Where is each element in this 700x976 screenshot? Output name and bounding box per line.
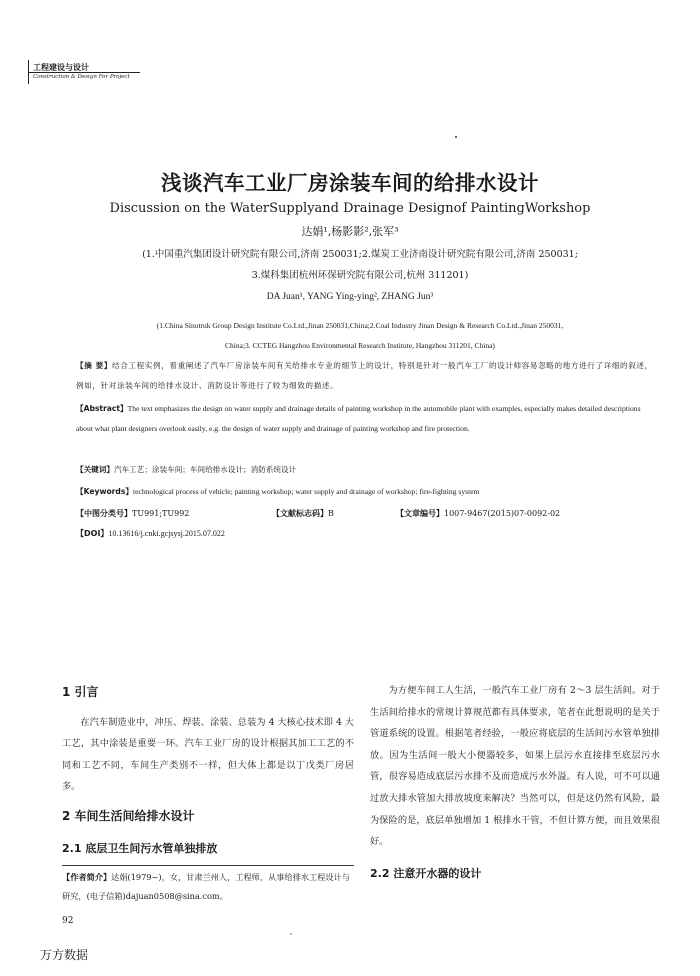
right-column bbox=[370, 680, 660, 890]
left-column bbox=[62, 682, 354, 906]
keywords-zh-text: 汽车工艺；涂装车间；车间给排水设计；消防系统设计 bbox=[113, 465, 297, 474]
keywords-en-text: technological process of vehicle; painting workshop; water supply and drainage of workshop; fire-fighting system bbox=[132, 487, 480, 496]
section-heading-living-quarters: 2 车间生活间给排水设计 bbox=[62, 808, 195, 823]
paper-title-zh: 浅谈汽车工业厂房涂装车间的给排水设计 bbox=[161, 171, 539, 195]
doi-label: 【DOI】 bbox=[76, 529, 109, 538]
doc-value: B bbox=[328, 509, 334, 518]
affiliation-en-line-1: (1.China Sinotruk Group Design Institute Co.Ltd.,Jinan 250031,China;2.Coal Industry Jinan Design & Research Co.Ltd.,Jinan 250031, bbox=[156, 321, 564, 330]
authors-zh: 达娟¹,杨影影²,张军³ bbox=[301, 225, 399, 238]
footnote-label: 【作者简介】 bbox=[62, 872, 112, 883]
abstract-zh bbox=[76, 356, 656, 396]
affiliations-zh bbox=[100, 244, 620, 286]
clc-value: TU991;TU992 bbox=[132, 509, 190, 518]
subsection-heading-2-2: 2.2 注意开水器的设计 bbox=[370, 866, 482, 880]
footnote-rule bbox=[62, 865, 354, 866]
clc-code bbox=[76, 504, 189, 524]
document-code bbox=[272, 504, 334, 524]
affiliation-zh-line-2: 3.煤科集团杭州环保研究院有限公司,杭州 311201) bbox=[251, 270, 469, 281]
journal-name-en: Construction & Design For Project bbox=[33, 74, 130, 80]
authors-en: DA Juan¹, YANG Ying-ying², ZHANG Jun³ bbox=[266, 292, 434, 302]
abstract-zh-text: 结合工程实例，着重阐述了汽车厂房涂装车间有关给排水专业的细节上的设计，特别是针对一般汽车工厂的设计师容易忽略的地方进行了详细的叙述，例如，针对涂装车间的给排水设计、消防设计等进行了较为细致的描述。 bbox=[76, 361, 653, 390]
doi-line bbox=[76, 524, 656, 544]
affiliation-zh-line-1: (1.中国重汽集团设计研究院有限公司,济南 250031;2.煤炭工业济南设计研究院有限公司,济南 250031; bbox=[142, 249, 578, 260]
author-footnote bbox=[62, 868, 354, 906]
section-heading-introduction: 1 引言 bbox=[62, 685, 99, 699]
footnote-text: 达娟(1979~)，女，甘肃兰州人，工程师，从事给排水工程设计与研究，(电子信箱)dajuan0508@sina.com。 bbox=[62, 872, 350, 902]
keywords-en-label: 【Keywords】 bbox=[76, 487, 133, 496]
keywords-en bbox=[76, 482, 656, 502]
art-value: 1007-9467(2015)07-0092-02 bbox=[444, 509, 561, 518]
article-number bbox=[396, 504, 560, 524]
right-paragraph: 为方便车间工人生活，一般汽车工业厂房有 2～3 层生活间。对于生活间给排水的常规计算规范都有具体要求，笔者在此想说明的是关于管道系统的设置。根据笔者经验，一般应将底层的生活间污水管单独排放。因为生活间一般大小便器较多，如果上层污水直接排至底层污水管，很容易造成底层污水排不及而造成污水外溢。有人说，可不可以通过放大排水管加大排放坡度来解决？当然可以，但是这仍然有风险，最为保险的是，底层单独增加 1 根排水干管，不但计算方便，而且效果很好。 bbox=[370, 685, 660, 848]
journal-name-zh: 工程建设与设计 bbox=[33, 62, 89, 72]
abstract-en bbox=[76, 399, 656, 439]
abstract-zh-label: 【摘 要】 bbox=[76, 361, 113, 370]
page-number: 92 bbox=[62, 916, 74, 926]
affiliation-en-line-2: China;3. CCTEG Hangzhou Environmental Research Institute, Hangzhou 311201, China) bbox=[225, 341, 495, 350]
paper-title-en: Discussion on the WaterSupplyand Drainage Designof PaintingWorkshop bbox=[109, 201, 591, 216]
art-label: 【文章编号】 bbox=[396, 509, 444, 518]
doi-value: 10.13616/j.cnki.gcjsysj.2015.07.022 bbox=[108, 529, 225, 538]
abstract-en-label: 【Abstract】 bbox=[76, 404, 128, 413]
clc-label: 【中图分类号】 bbox=[76, 509, 132, 518]
scan-speck bbox=[455, 136, 457, 138]
watermark: 万方数据 bbox=[40, 948, 89, 962]
affiliations-en bbox=[70, 316, 650, 356]
doc-label: 【文献标志码】 bbox=[272, 509, 328, 518]
keywords-zh-label: 【关键词】 bbox=[76, 465, 114, 474]
subsection-heading-2-1: 2.1 底层卫生间污水管单独排放 bbox=[62, 841, 218, 855]
scan-speck bbox=[290, 933, 292, 935]
journal-header-rule bbox=[28, 72, 140, 73]
abstract-en-text: The text emphasizes the design on water supply and drainage details of painting workshop in the automobile plant with examples, especially makes detailed descriptions about what plant designers overlook easily, e.g. the design of water supply and drainage of painting workshop and fire protection. bbox=[76, 404, 641, 433]
keywords-zh bbox=[76, 460, 656, 480]
intro-paragraph: 在汽车制造业中，冲压、焊装、涂装、总装为 4 大核心技术即 4 大工艺，其中涂装是重要一环。汽车工业厂房的设计根据其加工工艺的不同和工艺不同，车间生产类别不一样，但大体上都是以丁戊类厂房居多。 bbox=[62, 716, 354, 793]
